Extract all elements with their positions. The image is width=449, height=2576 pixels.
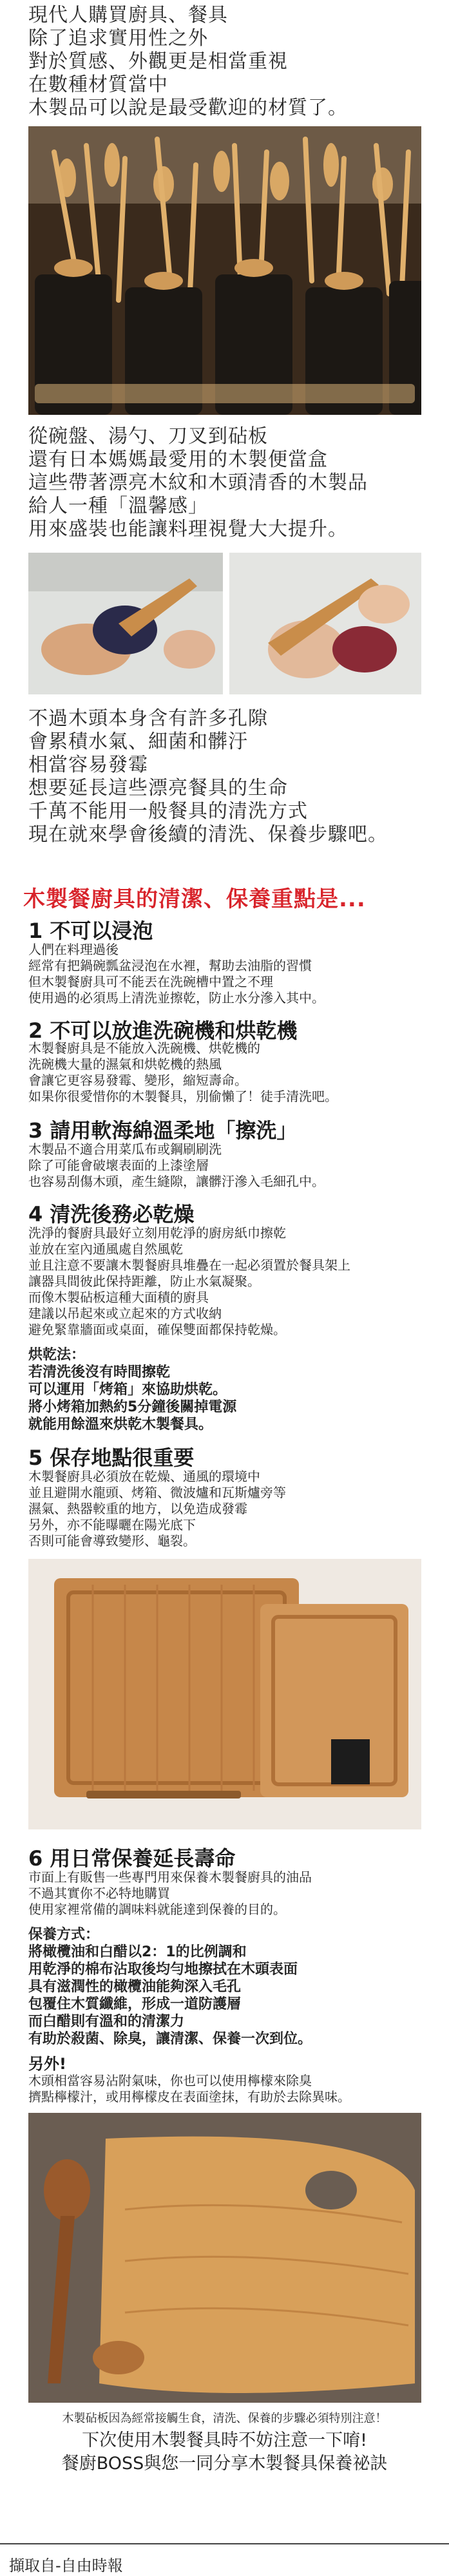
- section-line: 避免緊靠牆面或桌面，確保雙面都保持乾燥。: [28, 1322, 286, 1337]
- tip-line: 有助於殺菌、除臭，讓清潔、保養一次到位。: [28, 2031, 312, 2047]
- section-line: 木製餐廚具必須放在乾燥、通風的環境中: [28, 1469, 260, 1484]
- tip-line: 用乾淨的棉布沾取後均勻地擦拭在木頭表面: [28, 1961, 298, 1978]
- section-2-body: [28, 1040, 428, 1105]
- section-6-title: 6 用日常保養延長壽命: [28, 1846, 236, 1871]
- intro-line: 在數種材質當中: [28, 73, 168, 96]
- tip-line: 可以運用「烤箱」來協助烘乾。: [28, 1382, 227, 1398]
- section-line: 另外，亦不能曝曬在陽光底下: [28, 1517, 196, 1532]
- wooden-board-spoons-photo: [28, 2113, 421, 2403]
- source-credit: 擷取自-自由時報: [9, 2557, 123, 2575]
- section-line: 使用家裡常備的調味料就能達到保養的目的。: [28, 1902, 286, 1917]
- sponge-cleaning-photo: [28, 553, 223, 694]
- tip-line: 而白醋則有溫和的清潔力: [28, 2014, 185, 2030]
- headline: 木製餐廚具的清潔、保養重點是...: [23, 886, 366, 912]
- tip-line: 將小烤箱加熱約5分鐘後關掉電源: [28, 1399, 237, 1415]
- paragraph-three: [28, 707, 428, 846]
- closing-line-2: 餐廚BOSS與您一同分享木製餐具保養祕訣: [61, 2454, 388, 2474]
- paragraph-line: 想要延長這些漂亮餐具的生命: [28, 777, 288, 799]
- tip-line: 將橄欖油和白醋以2：1的比例調和: [28, 1944, 247, 1960]
- section-line: 市面上有販售一些專門用來保養木製餐廚具的油品: [28, 1869, 312, 1885]
- tip-line: 具有滋潤性的橄欖油能夠深入毛孔: [28, 1979, 242, 1995]
- intro-line: 木製品可以說是最受歡迎的材質了。: [28, 97, 348, 119]
- section-line: 經常有把鍋碗瓢盆浸泡在水裡，幫助去油脂的習慣: [28, 958, 312, 973]
- intro-line: 現代人購買廚具、餐具: [28, 4, 228, 26]
- section-3-body: [28, 1141, 428, 1190]
- tip-line: 保養方式：: [28, 1927, 100, 1943]
- section-line: 木製餐廚具是不能放入洗碗機、烘乾機的: [28, 1040, 260, 1056]
- section-2-title: 2 不可以放進洗碗機和烘乾機: [28, 1018, 298, 1043]
- cutting-boards-photo: [28, 1559, 421, 1829]
- section-line: 人們在料理過後: [28, 942, 119, 957]
- tip-line: 烘乾法：: [28, 1347, 86, 1363]
- section-line: 不過其實你不必特地購買: [28, 1885, 170, 1901]
- section-line: 會讓它更容易發霉、變形，縮短壽命。: [28, 1073, 247, 1088]
- section-line: 但木製餐廚具可不能丟在洗碗槽中置之不理: [28, 974, 273, 989]
- tip-line: 若清洗後沒有時間擦乾: [28, 1364, 171, 1380]
- section-line: 否則可能會導致變形、龜裂。: [28, 1533, 196, 1549]
- section-line: 洗碗機大量的濕氣和烘乾機的熱風: [28, 1056, 222, 1072]
- section-line: 也容易刮傷木頭，產生縫隙，讓髒汙滲入毛細孔中。: [28, 1174, 325, 1189]
- section-line: 而像木製砧板這種大面積的廚具: [28, 1290, 209, 1305]
- paragraph-line: 千萬不能用一般餐具的清洗方式: [28, 800, 308, 823]
- intro-paragraph: [28, 4, 428, 120]
- section-4-title: 4 清洗後務必乾燥: [28, 1202, 195, 1226]
- paragraph-line: 相當容易發霉: [28, 754, 148, 776]
- section-6-tip: [28, 1926, 428, 2048]
- paragraph-line: 不過木頭本身含有許多孔隙: [28, 707, 268, 730]
- section-line: 濕氣、熱器較重的地方，以免造成發霉: [28, 1501, 247, 1516]
- section-1-title: 1 不可以浸泡: [28, 919, 153, 943]
- tip-line: 包覆住木質纖維，形成一道防護層: [28, 1996, 242, 2012]
- section-5-title: 5 保存地點很重要: [28, 1445, 195, 1470]
- section-4-body: [28, 1225, 428, 1338]
- paragraph-line: 現在就來學會後續的清洗、保養步驟吧。: [28, 823, 388, 846]
- paragraph-line: 給人一種「溫馨感」: [28, 495, 208, 517]
- section-line: 擠點檸檬汁，或用檸檬皮在表面塗抹，有助於去除異味。: [28, 2089, 350, 2104]
- section-line: 木製品不適合用菜瓜布或鋼刷刷洗: [28, 1141, 222, 1157]
- section-line: 讓器具間彼此保持距離，防止水氣凝聚。: [28, 1274, 260, 1289]
- section-6-extra-title: 另外!: [28, 2055, 66, 2073]
- section-1-body: [28, 942, 428, 1006]
- paragraph-two: [28, 425, 428, 541]
- paragraph-line: 會累積水氣、細菌和髒汙: [28, 730, 248, 753]
- wooden-utensils-photo: [28, 126, 421, 415]
- section-line: 建議以吊起來或立起來的方式收納: [28, 1306, 222, 1321]
- section-5-body: [28, 1469, 428, 1549]
- paragraph-line: 用來盛裝也能讓料理視覺大大提升。: [28, 518, 348, 540]
- section-line: 木頭相當容易沾附氣味，你也可以使用檸檬來除臭: [28, 2073, 312, 2088]
- paragraph-line: 從碗盤、湯勺、刀叉到砧板: [28, 425, 268, 448]
- section-line: 並放在室內通風處自然風乾: [28, 1241, 183, 1257]
- section-line: 如果你很愛惜你的木製餐具，別偷懶了！徒手清洗吧。: [28, 1089, 338, 1104]
- section-4-tip: [28, 1346, 428, 1433]
- photo-caption: 木製砧板因為經常接觸生食，清洗、保養的步驟必須特別注意！: [62, 2412, 387, 2425]
- tip-line: 就能用餘溫來烘乾木製餐具。: [28, 1417, 213, 1433]
- section-3-title: 3 請用軟海綿溫柔地「擦洗」: [28, 1118, 298, 1143]
- section-line: 並且注意不要讓木製餐廚具堆疊在一起必須置於餐具架上: [28, 1257, 350, 1273]
- section-6-extra-body: [28, 2073, 428, 2105]
- closing-line-1: 下次使用木製餐具時不妨注意一下唷!: [82, 2430, 367, 2450]
- wooden-spoon-wash-photo: [229, 553, 421, 694]
- paragraph-line: 還有日本媽媽最愛用的木製便當盒: [28, 448, 328, 471]
- section-line: 除了可能會破壞表面的上漆塗層: [28, 1158, 209, 1173]
- section-line: 洗淨的餐廚具最好立刻用乾淨的廚房紙巾擦乾: [28, 1225, 286, 1241]
- section-6-body: [28, 1869, 428, 1918]
- section-line: 並且避開水龍頭、烤箱、微波爐和瓦斯爐旁等: [28, 1485, 286, 1500]
- footer-divider: [0, 2543, 449, 2544]
- intro-line: 除了追求實用性之外: [28, 27, 208, 50]
- intro-line: 對於質感、外觀更是相當重視: [28, 50, 288, 73]
- section-line: 使用過的必須馬上清洗並擦乾，防止水分滲入其中。: [28, 990, 325, 1006]
- paragraph-line: 這些帶著漂亮木紋和木頭清香的木製品: [28, 472, 368, 494]
